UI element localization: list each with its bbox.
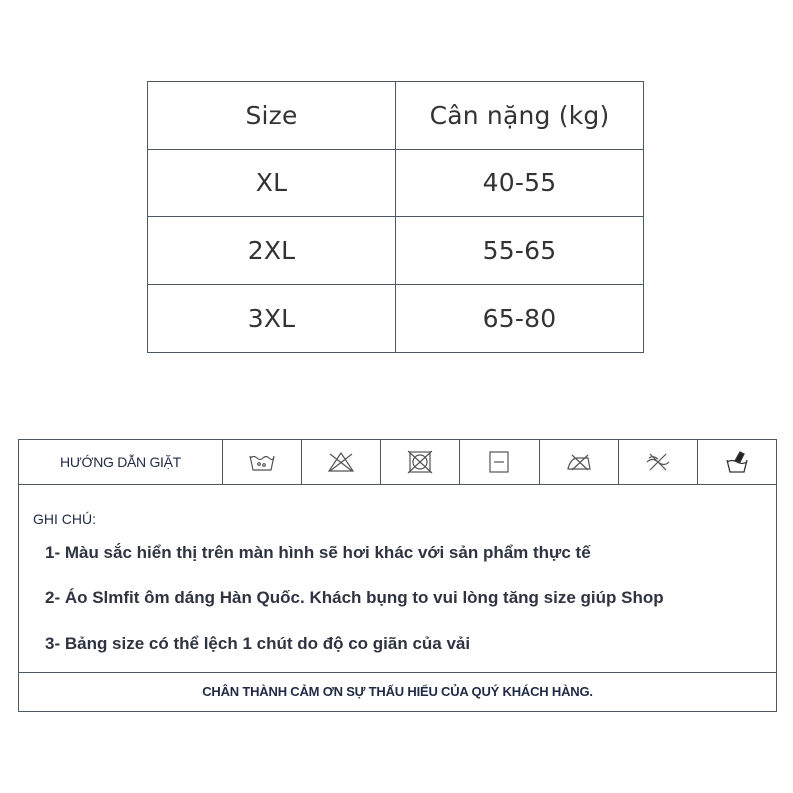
size-cell: XL: [148, 150, 396, 218]
size-cell: 2XL: [148, 217, 396, 285]
size-table: [147, 81, 644, 353]
wash-30-icon: [223, 440, 302, 484]
care-symbols-row: [19, 440, 776, 485]
no-bleach-icon: [302, 440, 381, 484]
care-title: HƯỚNG DẪN GIẶT: [19, 440, 223, 484]
dry-flat-icon: [460, 440, 539, 484]
weight-header: Cân nặng (kg): [396, 82, 643, 150]
weight-cell: 65-80: [482, 303, 557, 333]
iron-low-icon: [540, 440, 619, 484]
size-cell: 3XL: [148, 285, 396, 353]
note-item: 2- Áo Slmfit ôm dáng Hàn Quốc. Khách bụng to vui lòng tăng size giúp Shop: [45, 588, 664, 607]
note-item: 3- Bảng size có thể lệch 1 chút do độ co giãn của vải: [45, 634, 471, 653]
notes-section: [19, 485, 776, 673]
hand-wash-icon: [698, 440, 776, 484]
size-header: Size: [148, 82, 396, 150]
thanks-message: CHÂN THÀNH CẢM ƠN SỰ THẤU HIỂU CỦA QUÝ KHÁCH HÀNG.: [202, 684, 593, 699]
weight-cell: 40-55: [396, 150, 643, 218]
notes-title: GHI CHÚ:: [33, 511, 96, 527]
weight-cell: 55-65: [396, 217, 643, 285]
care-instructions-box: [18, 439, 777, 712]
no-tumble-dry-icon: [381, 440, 460, 484]
note-item: 1- Màu sắc hiển thị trên màn hình sẽ hơi khác với sản phẩm thực tế: [45, 543, 591, 562]
no-dry-clean-icon: [619, 440, 698, 484]
